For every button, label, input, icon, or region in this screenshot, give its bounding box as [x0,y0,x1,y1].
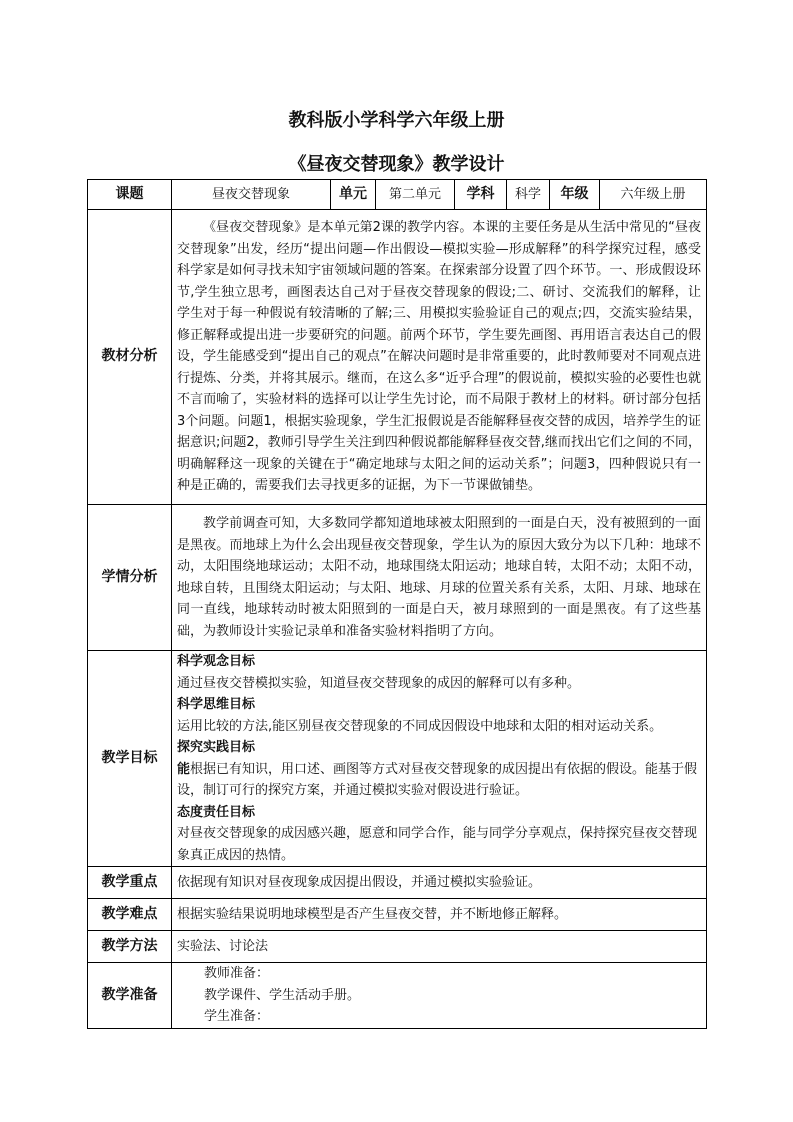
difficulty-label: 教学难点 [88,899,172,931]
student-analysis-cell [172,505,707,651]
teacher-prep-items: 教学课件、学生活动手册。 [204,987,361,1003]
topic-row [88,180,707,210]
topic-label: 课题 [88,180,172,210]
unit-value: 第二单元 [376,180,455,210]
key-point-row [88,867,707,899]
teaching-goals-cell [172,651,707,867]
grade-value: 六年级上册 [600,180,707,210]
difficulty-text: 根据实验结果说明地球模型是否产生昼夜交替，并不断地修正解释。 [172,899,707,931]
preparation-label: 教学准备 [88,963,172,1029]
student-analysis-row [88,505,707,651]
preparation-cell [172,963,707,1029]
lesson-plan-table [87,179,707,1029]
method-text: 实验法、讨论法 [172,931,707,963]
student-prep-heading: 学生准备： [204,1009,270,1025]
teaching-goals-row [88,651,707,867]
material-analysis-text: 《昼夜交替现象》是本单元第2课的教学内容。本课的主要任务是从生活中常见的“昼夜交替现象”出发，经历“提出问题—作出假设—模拟实验—形成解释”的科学探究过程，感受科学家是如何寻找未知宇宙领域问题的答案。在探索部分设置了四个环节。一、形成假设环节,学生独立思考，画图表达自己对于昼夜交替现象的假设;二、研讨、交流我们的解释，让学生对于每一种假说有较清晰的了解;三、用模拟实验验证自己的观点;四，交流实验结果，修正解释或提出进一步要研究的问题。前两个环节，学生要先画图、再用语言表达自己的假设，学生能感受到“提出自己的观点”在解决问题时是非常重要的，此时教师要对不同观点进行提炼、分类，并将其展示。继而，在这么多“近乎合理”的假说前，模拟实验的必要性也就不言而喻了，实验材料的选择可以让学生先讨论，而不局限于教材上的材料。研讨部分包括3个问题。问题1，根据实验现象，学生汇报假说是否能解释昼夜交替的成因，培养学生的证据意识;问题2，教师引导学生关注到四种假说都能解释昼夜交替,继而找出它们之间的不同，明确解释这一现象的关键在于“确定地球与太阳之间的运动关系”；问题3，四种假说只有一种是正确的，需要我们去寻找更多的证据，为下一节课做铺垫。 [177,220,701,494]
goal-thinking-title: 科学思维目标 [177,697,256,712]
method-label: 教学方法 [88,931,172,963]
document-subtitle: 《昼夜交替现象》教学设计 [288,154,505,175]
goal-practice-paragraph [177,759,701,802]
unit-label: 单元 [331,180,376,210]
goal-practice-title: 探究实践目标 [177,740,256,755]
topic-value: 昼夜交替现象 [172,180,331,210]
goal-concept-title: 科学观念目标 [177,654,256,669]
material-analysis-label: 教材分析 [88,210,172,505]
material-analysis-row [88,210,707,505]
goal-attitude-title: 态度责任目标 [177,804,256,820]
material-analysis-cell [172,210,707,505]
teacher-prep-heading: 教师准备： [204,966,270,982]
preparation-row [88,963,707,1029]
subject-label: 学科 [455,180,507,210]
student-analysis-text: 教学前调查可知，大多数同学都知道地球被太阳照到的一面是白天，没有被照到的一面是黑夜。而地球上为什么会出现昼夜交替现象，学生认为的原因大致分为以下几种：地球不动，太阳围绕地球运动；太阳不动，地球围绕太阳运动；地球自转，太阳不动；太阳不动，地球自转，且围绕太阳运动；与太阳、地球、月球的位置关系有关系，太阳、月球、地球在同一直线，地球转动时被太阳照到的一面是白天，被月球照到的一面是黑夜。有了这些基础，为教师设计实验记录单和准备实验材料指明了方向。 [177,516,701,639]
difficulty-row [88,899,707,931]
goal-thinking-text: 运用比较的方法,能区别昼夜交替现象的不同成因假设中地球和太阳的相对运动关系。 [177,718,663,734]
key-point-label: 教学重点 [88,867,172,899]
goal-practice-prefix: 能 [177,761,191,777]
goal-concept-text: 通过昼夜交替模拟实验，知道昼夜交替现象的成因的解释可以有多种。 [177,675,581,691]
key-point-text: 依据现有知识对昼夜现象成因提出假设，并通过模拟实验验证。 [172,867,707,899]
goal-attitude-text: 对昼夜交替现象的成因感兴趣，愿意和同学合作，能与同学分享观点，保持探究昼夜交替现象真正成因的热情。 [177,826,698,863]
method-row [88,931,707,963]
subject-value: 科学 [507,180,550,210]
teaching-goals-label: 教学目标 [88,651,172,867]
student-analysis-label: 学情分析 [88,505,172,651]
document-title: 教科版小学科学六年级上册 [288,110,505,131]
grade-label: 年级 [550,180,600,210]
goal-practice-text: 根据已有知识，用口述、画图等方式对昼夜交替现象的成因提出有依据的假设。能基于假设，制订可行的探究方案，并通过模拟实验对假设进行验证。 [177,761,698,798]
